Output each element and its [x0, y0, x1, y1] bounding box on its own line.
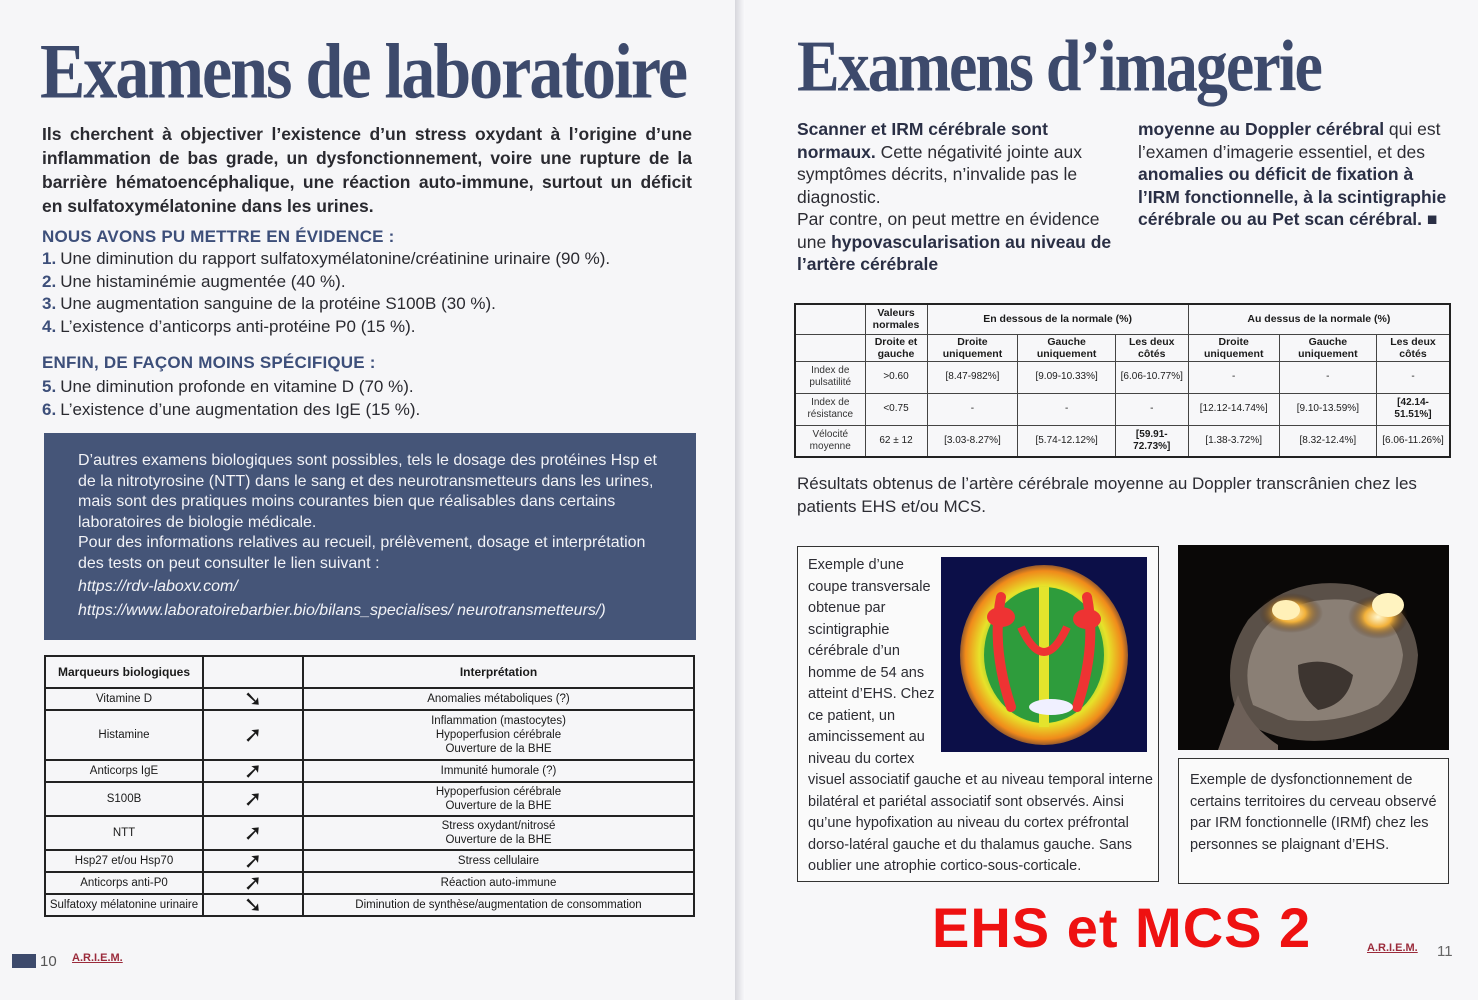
imaging-text-column-2 [1138, 118, 1448, 231]
text-however: Par contre, on peut mettre en évidence une [797, 209, 1100, 252]
arrow-down-icon: ➘ [203, 894, 303, 916]
marker-name: Hsp27 et/ou Hsp70 [45, 850, 203, 872]
doppler-subheader: Les deux côtés [1377, 334, 1450, 361]
arrow-down-icon: ➘ [203, 688, 303, 710]
bold-normal-scans: Scanner et IRM cérébrale sont normaux. [797, 119, 1048, 162]
list-item-text: Une diminution du rapport sulfatoxymélatonine/créatinine urinaire (90 %). [60, 249, 611, 268]
doppler-cell: [12.12-14.74%] [1188, 393, 1279, 425]
left-page [0, 0, 735, 1000]
list-item-number: 3. [42, 294, 57, 313]
arrow-up-icon: ➚ [203, 782, 303, 816]
text-negativity: Cette négativité jointe aux symptômes décrits, n’invalide pas le diagnostic. [797, 141, 1083, 207]
table-row [795, 425, 1450, 457]
fmri-caption-box [1178, 758, 1449, 884]
doppler-cell: [59.91-72.73%] [1115, 425, 1188, 457]
table-row [45, 872, 694, 894]
arrow-up-icon: ➚ [203, 710, 303, 760]
marker-name: Vitamine D [45, 688, 203, 710]
image-wrap-spacer [941, 555, 1153, 753]
marker-name: Anticorps anti-P0 [45, 872, 203, 894]
list-item [42, 293, 702, 316]
list-item [42, 376, 702, 399]
doppler-subheader: Gauche uniquement [1018, 334, 1115, 361]
page-title-right: Examens d’imagerie [797, 25, 1321, 107]
header-below-normal: En dessous de la normale (%) [927, 304, 1188, 334]
list-item-text: L’existence d’une augmentation des IgE (15 %). [60, 399, 421, 419]
table-row [45, 850, 694, 872]
marker-interpretation: Réaction auto-immune [303, 872, 694, 894]
brand-logo-right: A.R.I.E.M. [1367, 942, 1418, 954]
page-number-right: 11 [1437, 943, 1453, 960]
imaging-text-column-1 [797, 118, 1117, 276]
biomarkers-table-body [45, 688, 694, 916]
marker-interpretation: Anomalies métaboliques (?) [303, 688, 694, 710]
biomarkers-table [44, 655, 695, 917]
marker-interpretation: Inflammation (mastocytes) Hypoperfusion cérébrale Ouverture de la BHE [303, 710, 694, 760]
table-row [45, 710, 694, 760]
list-item-text: Une diminution profonde en vitamine D (70 %). [60, 377, 414, 396]
table-row [45, 816, 694, 850]
corner-cell [795, 304, 865, 334]
doppler-subheader: Droite et gauche [865, 334, 927, 361]
section-heading-less-specific: ENFIN, DE FAÇON MOINS SPÉCIFIQUE : [42, 353, 376, 372]
scintigraphy-figure-box [797, 546, 1159, 882]
doppler-cell: [9.10-13.59%] [1279, 393, 1376, 425]
doppler-cell: [8.47-982%] [927, 361, 1018, 393]
page-accent-bar [12, 954, 36, 968]
doppler-results-table [794, 303, 1451, 458]
list-item-number: 6. [42, 399, 57, 419]
scintigraphy-caption-text: Exemple d’une coupe transversale obtenue par scintigraphie cérébrale d’un homme de 54 ans atteint d’EHS. Chez ce patient, un amincissement au niveau du cortex visuel associatif gauche et au niveau temporal interne bilatéral et pariétal associatif sont observés. Ainsi qu’une hypofixation au niveau du cortex préfrontal dorso-latéral gauche et du thalamus gauche. Sans oublier une atrophie cortico-sous-corticale. [808, 557, 1153, 874]
header-normal-values: Valeurs normales [865, 304, 927, 334]
section-heading-evidence: NOUS AVONS PU METTRE EN ÉVIDENCE : [42, 227, 395, 246]
doppler-row-label: Index de résistance [795, 393, 865, 425]
doppler-cell: - [1377, 361, 1450, 393]
table-row [795, 393, 1450, 425]
link-rdv-laboxv[interactable]: https://rdv-laboxv.com/ [78, 578, 238, 595]
scintigraphy-caption [808, 555, 1153, 878]
doppler-cell: [6.06-11.26%] [1377, 425, 1450, 457]
bold-doppler: moyenne au Doppler cérébral [1138, 119, 1385, 139]
bold-hypovascularisation: hypovascularisation au niveau de l’artère cérébrale [797, 231, 1112, 274]
doppler-cell: - [1188, 361, 1279, 393]
page-number-left: 10 [40, 953, 57, 970]
right-page [745, 0, 1478, 1000]
text-essential-exam: qui est l’examen d’imagerie essentiel, et des [1138, 119, 1441, 162]
end-square-mark: ■ [1422, 209, 1438, 229]
list-item-number: 1. [42, 249, 57, 268]
fmri-caption: Exemple de dysfonctionnement de certains territoires du cerveau observé par IRM fonctionnelle (IRMf) chez les personnes se plaignant d’EHS. [1190, 772, 1437, 853]
fmri-sagittal-image [1178, 545, 1449, 750]
table-row [795, 361, 1450, 393]
doppler-cell: [3.03-8.27%] [927, 425, 1018, 457]
marker-name: Anticorps IgE [45, 760, 203, 782]
table-row [45, 760, 694, 782]
marker-name: Histamine [45, 710, 203, 760]
list-item [42, 399, 702, 422]
marker-interpretation: Diminution de synthèse/augmentation de consommation [303, 894, 694, 916]
arrow-up-icon: ➚ [203, 872, 303, 894]
marker-name: NTT [45, 816, 203, 850]
doppler-cell: [8.32-12.4%] [1279, 425, 1376, 457]
doppler-cell: [9.09-10.33%] [1018, 361, 1115, 393]
page-title-left: Examens de laboratoire [40, 27, 687, 115]
list-item [42, 316, 702, 339]
doppler-row-label: Index de pulsatilité [795, 361, 865, 393]
doppler-cell: [1.38-3.72%] [1188, 425, 1279, 457]
header-above-normal: Au dessus de la normale (%) [1188, 304, 1450, 334]
header-interpretation: Interprétation [303, 656, 694, 688]
marker-interpretation: Stress cellulaire [303, 850, 694, 872]
arrow-up-icon: ➚ [203, 760, 303, 782]
list-item-number: 4. [42, 316, 57, 336]
doppler-cell: >0.60 [865, 361, 927, 393]
marker-name: S100B [45, 782, 203, 816]
info-box [44, 433, 696, 640]
doppler-cell: [5.74-12.12%] [1018, 425, 1115, 457]
doppler-cell: - [1115, 393, 1188, 425]
doppler-subheader: Droite uniquement [927, 334, 1018, 361]
list-item-text: Une histaminémie augmentée (40 %). [60, 271, 346, 291]
list-item [42, 271, 702, 294]
header-markers: Marqueurs biologiques [45, 656, 203, 688]
list-item [42, 248, 702, 271]
intro-paragraph: Ils cherchent à objectiver l’existence d’un stress oxydant à l’origine d’une inflammation de bas grade, un dysfonctionnement, voire une rupture de la barrière hématoencéphalique, une réaction auto-immune, surtout un déficit en sulfatoxymélatonine dans les urines. [42, 124, 692, 216]
table-row [45, 782, 694, 816]
table-row [45, 688, 694, 710]
marker-interpretation: Hypoperfusion cérébrale Ouverture de la BHE [303, 782, 694, 816]
marker-name: Sulfatoxy mélatonine urinaire [45, 894, 203, 916]
doppler-cell: - [927, 393, 1018, 425]
brand-logo-left: A.R.I.E.M. [72, 952, 123, 964]
doppler-row-label: Vélocité moyenne [795, 425, 865, 457]
marker-interpretation: Stress oxydant/nitrosé Ouverture de la BHE [303, 816, 694, 850]
arrow-up-icon: ➚ [203, 850, 303, 872]
arrow-up-icon: ➚ [203, 816, 303, 850]
doppler-subheader: Gauche uniquement [1279, 334, 1376, 361]
less-specific-list [42, 376, 702, 421]
info-paragraph-1: D’autres examens biologiques sont possibles, tels le dosage des protéines Hsp et de la nitrotyrosine (NTT) dans le sang et des neurotransmetteurs dans les urines, mais sont des pratiques moins courantes bien que réalisables dans certains laboratoires de biologie médicale. [78, 452, 657, 531]
book-gutter [735, 0, 745, 1000]
doppler-cell: [42.14-51.51%] [1377, 393, 1450, 425]
doppler-cell: - [1018, 393, 1115, 425]
doppler-table-body [795, 361, 1450, 457]
list-item-number: 2. [42, 271, 57, 291]
subheader-empty [795, 334, 865, 361]
doppler-subheader: Les deux côtés [1115, 334, 1188, 361]
list-item-number: 5. [42, 377, 57, 396]
doppler-subheader-row [795, 334, 1450, 361]
red-overlay-stamp: EHS et MCS 2 [932, 896, 1312, 959]
list-item-text: L’existence d’anticorps anti-protéine P0 (15 %). [60, 316, 416, 336]
evidence-list [42, 248, 702, 338]
doppler-caption: Résultats obtenus de l’artère cérébrale moyenne au Doppler transcrânien chez les patients EHS et/ou MCS. [797, 474, 1417, 516]
bold-fixation-anomalies: anomalies ou déficit de fixation à l’IRM fonctionnelle, à la scintigraphie cérébrale ou au Pet scan cérébral. [1138, 164, 1447, 229]
doppler-cell: <0.75 [865, 393, 927, 425]
doppler-cell: - [1279, 361, 1376, 393]
doppler-subheader: Droite uniquement [1188, 334, 1279, 361]
info-paragraph-2: Pour des informations relatives au recueil, prélèvement, dosage et interprétation des tests on peut consulter le lien suivant : [78, 534, 646, 572]
link-laboratoire-barbier[interactable]: https://www.laboratoirebarbier.bio/bilans_specialises/ neurotransmetteurs/) [78, 601, 606, 619]
header-trend [203, 656, 303, 688]
table-row [45, 894, 694, 916]
marker-interpretation: Immunité humorale (?) [303, 760, 694, 782]
list-item-text: Une augmentation sanguine de la protéine S100B (30 %). [60, 294, 496, 313]
doppler-cell: 62 ± 12 [865, 425, 927, 457]
doppler-cell: [6.06-10.77%] [1115, 361, 1188, 393]
